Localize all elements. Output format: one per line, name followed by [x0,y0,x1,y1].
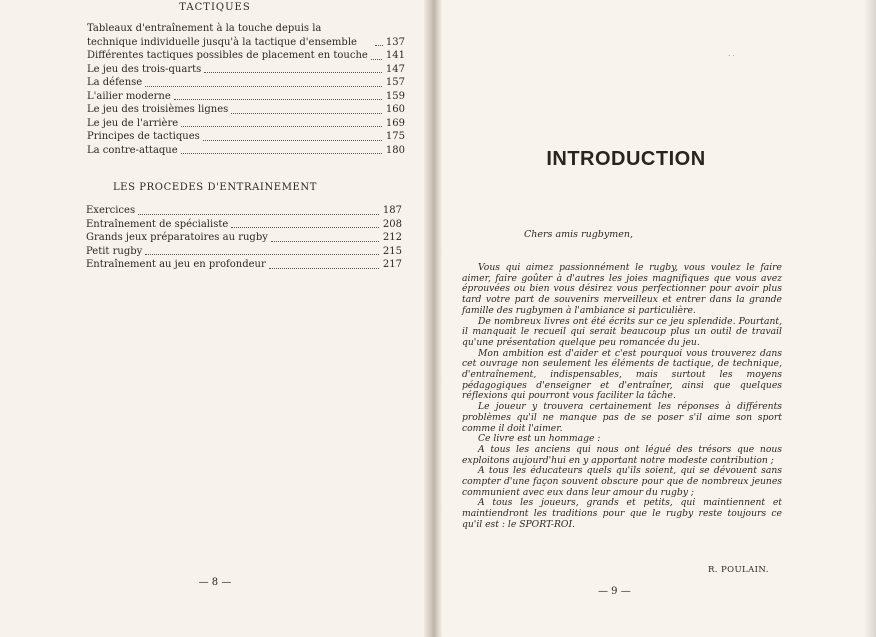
toc-entry-label: La défense [87,77,143,88]
toc-entry-label: Principes de tactiques [87,131,200,142]
toc-entry-page: 157 [385,77,405,88]
paragraph: Vous qui aimez passionnément le rugby, vous voulez le faire aimer, faire goûter à d'autres les joies magnifiques que vous avez éprouvées ou bien vous désirez vous perfectionner pour avoir plus tard votre part de souvenirs merveilleux et entrer dans la grande famille des rugbymen à l'ambiance si particulière. [462,262,782,316]
table-of-contents [87,22,405,157]
book-gutter [424,0,442,637]
toc-entry-page: 180 [385,144,405,156]
toc-entry-page: 217 [382,259,402,270]
page-number-right: — 9 — [598,586,631,597]
leader-dots [375,45,383,46]
toc-entry-page: 208 [382,218,402,230]
leader-dots [371,59,382,60]
toc-entry [87,130,405,144]
leader-dots [174,99,382,100]
toc-entry-page: 212 [382,232,402,243]
toc-entry [86,245,402,259]
toc-entry-label: La contre-attaque [87,144,178,156]
toc-entry-page: 187 [382,205,402,216]
leader-dots [138,214,379,215]
leader-dots [271,241,379,242]
toc-entry-page: 147 [385,63,405,75]
paragraph: A tous les éducateurs quels qu'ils soient, qui se dévouent sans compter d'une façon souvent obscure pour que de nombreux jeunes communient avec eux dans leur amour du rugby ; [462,465,782,498]
leader-dots [181,153,382,154]
paragraph: Ce livre est un hommage : [478,433,601,445]
introduction-body [462,263,782,531]
toc-entry-page: 169 [385,117,405,129]
toc-entry-label: Le jeu de l'arrière [87,117,179,129]
toc-entry-label: Petit rugby [86,245,143,257]
toc-entry [86,258,402,272]
leader-dots [269,268,379,269]
paragraph: Mon ambition est d'aider et c'est pourquoi vous trouverez dans cet ouvrage non seulement les éléments de tactique, de technique, d'entraînement, indispensables, mais surtout les moyens pédagogiques d'enseigner et d'entraîner, ainsi que quelques réflexions qui pourront vous faciliter la tâche. [462,347,782,402]
toc-entry-label: Différentes tactiques possibles de placement en touche [87,50,368,61]
toc-entry [86,218,402,232]
toc-entry [87,90,405,104]
toc-entry [87,22,405,49]
paragraph: De nombreux livres ont été écrits sur ce jeu splendide. Pourtant, il manquait le recueil qui serait beaucoup plus un outil de travail qu'une présentation quelque peu romancée du jeu. [462,315,782,348]
toc-entry-page: 175 [385,131,405,142]
toc-entry-label: Grands jeux préparatoires au rugby [86,232,268,243]
toc-entry [87,49,405,63]
toc-entry-page: 141 [385,50,405,61]
leader-dots [231,227,379,228]
leader-dots [145,86,382,87]
leader-dots [181,126,382,127]
toc-entry-label: Exercices [86,205,136,216]
page-mark: · · [728,52,735,60]
toc-entry [86,231,402,245]
page-number-left: — 8 — [198,577,232,588]
page-edge-shadow [864,0,876,637]
toc-entry-page: 137 [385,36,405,48]
toc-entry [87,103,405,117]
author-signature: R. POULAIN. [708,565,769,575]
leader-dots [231,113,382,114]
toc-entry-label: Le jeu des troisièmes lignes [87,104,229,115]
leader-dots [203,140,382,141]
toc-entry-page: 160 [385,104,405,115]
paragraph: Le joueur y trouvera certainement les réponses à différents problèmes qu'il ne manque pas de se poser s'il aime son sport comme il doit l'aimer. [462,401,782,434]
toc-entry [87,76,405,90]
page-title: INTRODUCTION [546,148,706,170]
paragraph: A tous les joueurs, grands et petits, qui maintiennent et maintiendront les traditions pour que le rugby reste toujours ce qu'il est : le SPORT-ROI. [462,497,782,530]
training-section-heading: LES PROCEDES D'ENTRAINEMENT [112,182,318,193]
toc-entry-label: L'ailier moderne [87,90,171,102]
toc-section-heading: TACTIQUES [179,2,251,13]
toc-entry-label: Le jeu des trois-quarts [87,63,202,75]
toc-entry-page: 159 [385,90,405,102]
toc-entry [87,117,405,131]
salutation: Chers amis rugbymen, [524,229,634,240]
toc-entry-label: Entraînement de spécialiste [86,218,229,230]
leader-dots [145,254,379,255]
toc-entry-page: 215 [382,245,402,257]
toc-entry [87,144,405,158]
leader-dots [204,72,382,73]
training-contents [86,204,402,272]
toc-entry [87,63,405,77]
toc-entry [86,204,402,218]
toc-entry-label: Tableaux d'entraînement à la touche depuis la technique individuelle jusqu'à la tactique d'ensemble [87,23,357,48]
paragraph: A tous les anciens qui nous ont légué des trésors que nous exploitons aujourd'hui en y apportant notre modeste contribution ; [462,443,782,466]
toc-entry-label: Entraînement au jeu en profondeur [86,259,266,270]
